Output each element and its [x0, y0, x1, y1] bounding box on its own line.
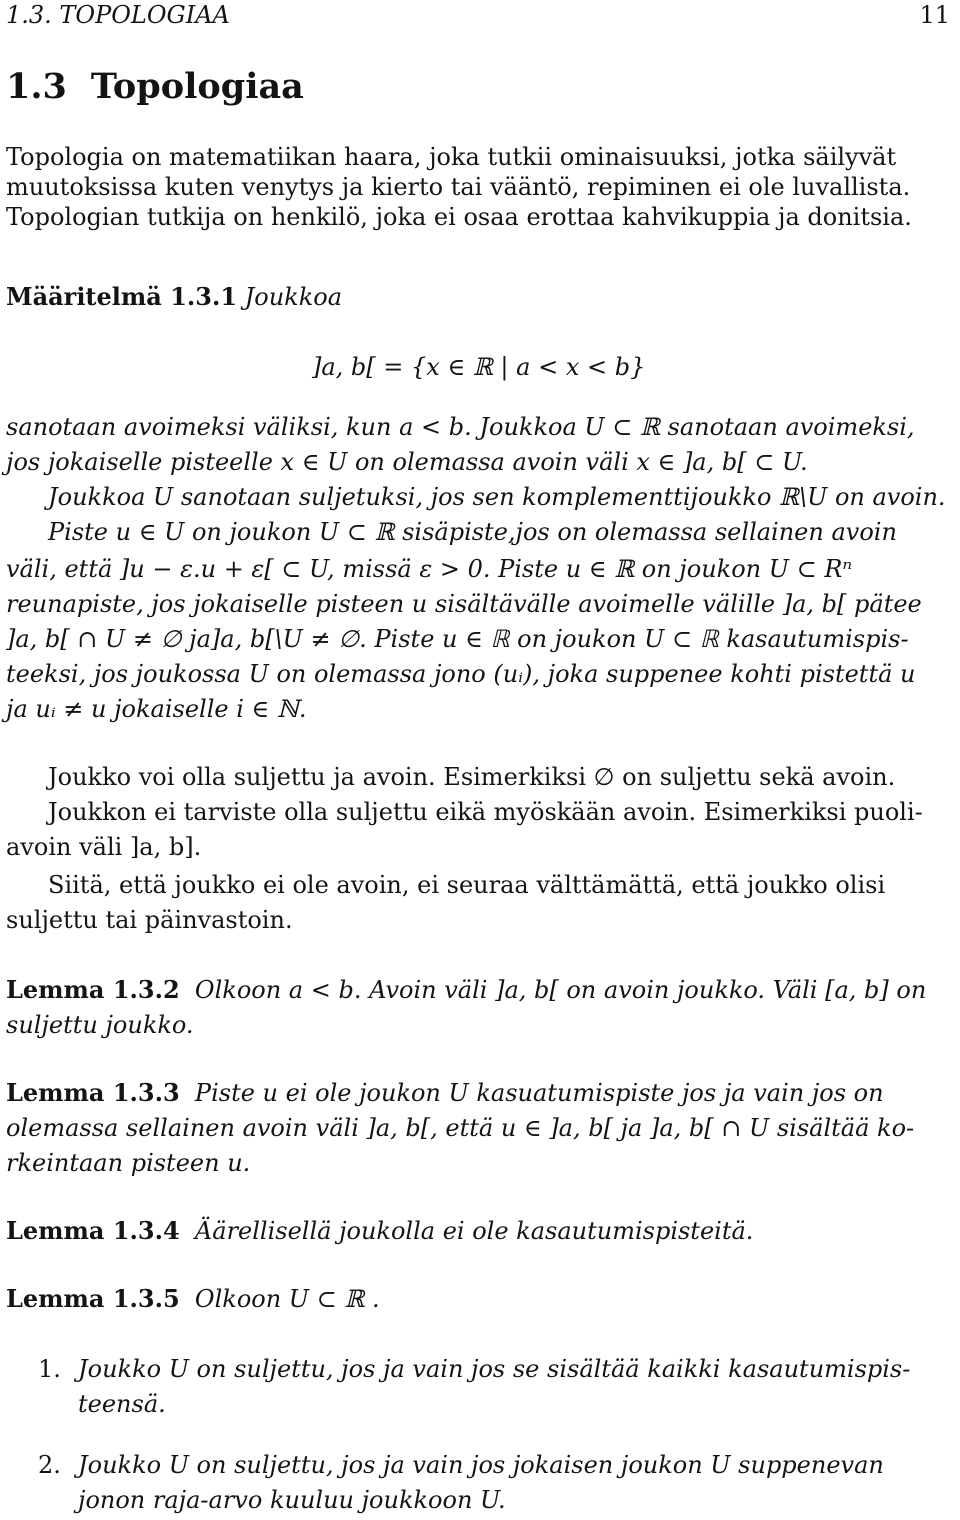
- enum-number: 2.: [38, 1451, 61, 1479]
- definition-line: sanotaan avoimeksi väliksi, kun a < b. Joukkoa U ⊂ ℝ sanotaan avoimeksi,: [6, 413, 915, 441]
- definition-lead: Joukkoa: [244, 283, 343, 311]
- remark-line: Joukkon ei tarviste olla suljettu eikä myöskään avoin. Esimerkiksi puoli-: [48, 798, 923, 826]
- definition-line: ja uᵢ ≠ u jokaiselle i ∈ ℕ.: [6, 695, 307, 723]
- definition-heading: [6, 282, 342, 312]
- lemma-text: rkeintaan pisteen u.: [6, 1149, 251, 1177]
- definition-label: Määritelmä 1.3.1: [6, 282, 238, 311]
- enum-text: Joukko U on suljettu, jos ja vain jos se sisältää kaikki kasautumispis-: [78, 1355, 911, 1383]
- definition-line: reunapiste, jos jokaiselle pisteen u sisältävälle avoimelle välille ]a, b[ pätee: [6, 590, 922, 618]
- enum-text: Joukko U on suljettu, jos ja vain jos jokaisen joukon U suppenevan: [78, 1451, 884, 1479]
- remark-line: suljettu tai päinvastoin.: [6, 906, 293, 934]
- lemma-statement: [6, 1284, 380, 1314]
- lemma-text: Olkoon a < b. Avoin väli ]a, b[ on avoin joukko. Väli [a, b] on: [194, 976, 927, 1004]
- section-title: Topologiaa: [90, 66, 304, 107]
- remark-line: avoin väli ]a, b].: [6, 833, 202, 861]
- remark-line: Joukko voi olla suljettu ja avoin. Esimerkiksi ∅ on suljettu sekä avoin.: [48, 763, 896, 791]
- lemma-label: Lemma 1.3.4: [6, 1216, 180, 1245]
- definition-line: Joukkoa U sanotaan suljetuksi, jos sen komplementtijoukko ℝ\U on avoin.: [48, 483, 946, 511]
- remark-line: Siitä, että joukko ei ole avoin, ei seuraa välttämättä, että joukko olisi: [48, 871, 886, 899]
- enum-text: jonon raja-arvo kuuluu joukkoon U.: [78, 1486, 506, 1514]
- intro-line: muutoksissa kuten venytys ja kierto tai vääntö, repiminen ei ole luvallista.: [6, 173, 911, 201]
- lemma-label: Lemma 1.3.5: [6, 1284, 180, 1313]
- running-header-chapter: 1.3. TOPOLOGIAA: [6, 1, 230, 29]
- lemma-label: Lemma 1.3.3: [6, 1078, 180, 1107]
- lemma-text: Äärellisellä joukolla ei ole kasautumispisteitä.: [194, 1217, 754, 1245]
- section-number: 1.3: [6, 66, 67, 107]
- definition-line: teeksi, jos joukossa U on olemassa jono (uᵢ), joka suppenee kohti pistettä u: [6, 660, 916, 688]
- definition-line: ]a, b[ ∩ U ≠ ∅ ja]a, b[\U ≠ ∅. Piste u ∈ ℝ on joukon U ⊂ ℝ kasautumispis-: [6, 625, 909, 653]
- lemma-text: Olkoon U ⊂ ℝ .: [194, 1285, 380, 1313]
- lemma-statement: [6, 1216, 753, 1246]
- lemma-text: Piste u ei ole joukon U kasuatumispiste jos ja vain jos on: [194, 1079, 884, 1107]
- intro-line: Topologia on matematiikan haara, joka tutkii ominaisuuksi, jotka säilyvät: [6, 143, 897, 171]
- definition-line: jos jokaiselle pisteelle x ∈ U on olemassa avoin väli x ∈ ]a, b[ ⊂ U.: [6, 448, 808, 476]
- display-equation: ]a, b[ = {x ∈ ℝ | a < x < b}: [312, 353, 646, 381]
- definition-line: väli, että ]u − ε.u + ε[ ⊂ U, missä ε > 0. Piste u ∈ ℝ on joukon U ⊂ Rⁿ: [6, 555, 853, 583]
- section-heading: [6, 66, 304, 108]
- lemma-statement: [6, 975, 926, 1005]
- enum-number: 1.: [38, 1355, 61, 1383]
- page-number: 11: [919, 1, 950, 29]
- intro-line: Topologian tutkija on henkilö, joka ei osaa erottaa kahvikuppia ja donitsia.: [6, 203, 912, 231]
- lemma-label: Lemma 1.3.2: [6, 975, 180, 1004]
- definition-line: Piste u ∈ U on joukon U ⊂ ℝ sisäpiste,jos on olemassa sellainen avoin: [48, 518, 897, 546]
- lemma-text: suljettu joukko.: [6, 1011, 194, 1039]
- lemma-statement: [6, 1078, 884, 1108]
- lemma-text: olemassa sellainen avoin väli ]a, b[, että u ∈ ]a, b[ ja ]a, b[ ∩ U sisältää ko-: [6, 1114, 915, 1142]
- enum-text: teensä.: [78, 1390, 166, 1418]
